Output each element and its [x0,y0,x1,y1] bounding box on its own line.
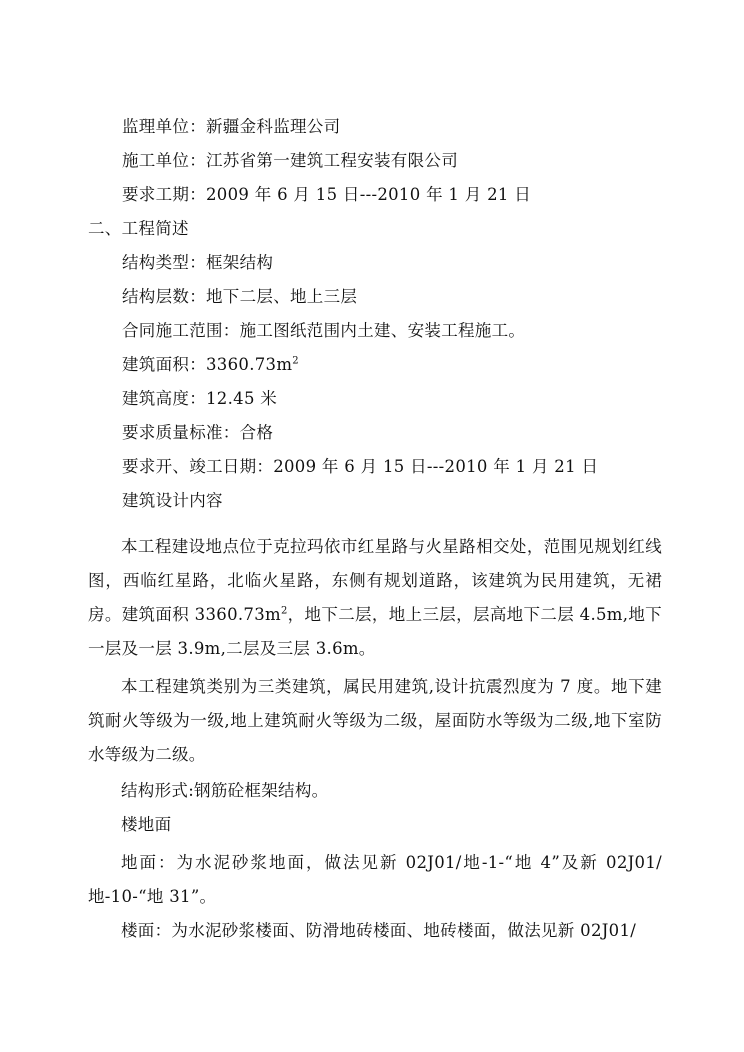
paragraph-upper-floor: 楼面：为水泥砂浆楼面、防滑地砖楼面、地砖楼面，做法见新 02J01/ [121,921,637,940]
supervisor-line: 监理单位：新疆金科监理公司 [122,117,341,136]
quality-line: 要求质量标准：合格 [122,423,274,442]
dates-line: 要求开、竣工日期：2009 年 6 月 15 日---2010 年 1 月 21 日 [122,457,599,476]
paragraph-location-text-b: ，地下二层，地上三层，层高地下二层 4.5m,地下一层及一层 3.9m,二层及三层 3.6m。 [88,605,662,658]
section-heading: 二、工程简述 [88,219,189,238]
design-heading: 建筑设计内容 [122,491,223,510]
floors-line: 结构层数：地下二层、地上三层 [122,287,358,306]
scope-line: 合同施工范围：施工图纸范围内土建、安装工程施工。 [122,321,526,340]
contractor-line: 施工单位：江苏省第一建筑工程安装有限公司 [122,151,458,170]
paragraph-ground-floor: 地面：为水泥砂浆地面，做法见新 02J01/地-1-“地 4”及新 02J01/地-10-“地 31”。 [88,853,662,906]
paragraph-floor-heading: 楼地面 [121,815,172,834]
area-text: 建筑面积：3360.73m [122,355,293,374]
paragraph-location-superscript: 2 [280,605,288,617]
paragraph-category: 本工程建筑类别为三类建筑，属民用建筑,设计抗震烈度为 7 度。地下建筑耐火等级为一级,地上建筑耐火等级为二级，屋面防水等级为二级,地下室防水等级为二级。 [88,677,662,764]
structure-type-line: 结构类型：框架结构 [122,253,274,272]
paragraph-structure-form: 结构形式:钢筋砼框架结构。 [121,781,329,800]
area-superscript: 2 [292,355,299,367]
paragraph-location-text-a: 本工程建设地点位于克拉玛依市红星路与火星路相交处，范围见规划红线图，西临红星路，北临火星路，东侧有规划道路，该建筑为民用建筑，无裙房。建筑面积 3360.73m [88,537,662,624]
height-line: 建筑高度：12.45 米 [122,389,278,408]
paragraph-location [88,530,662,666]
area-line [122,354,299,376]
period-line: 要求工期：2009 年 6 月 15 日---2010 年 1 月 21 日 [122,185,532,204]
